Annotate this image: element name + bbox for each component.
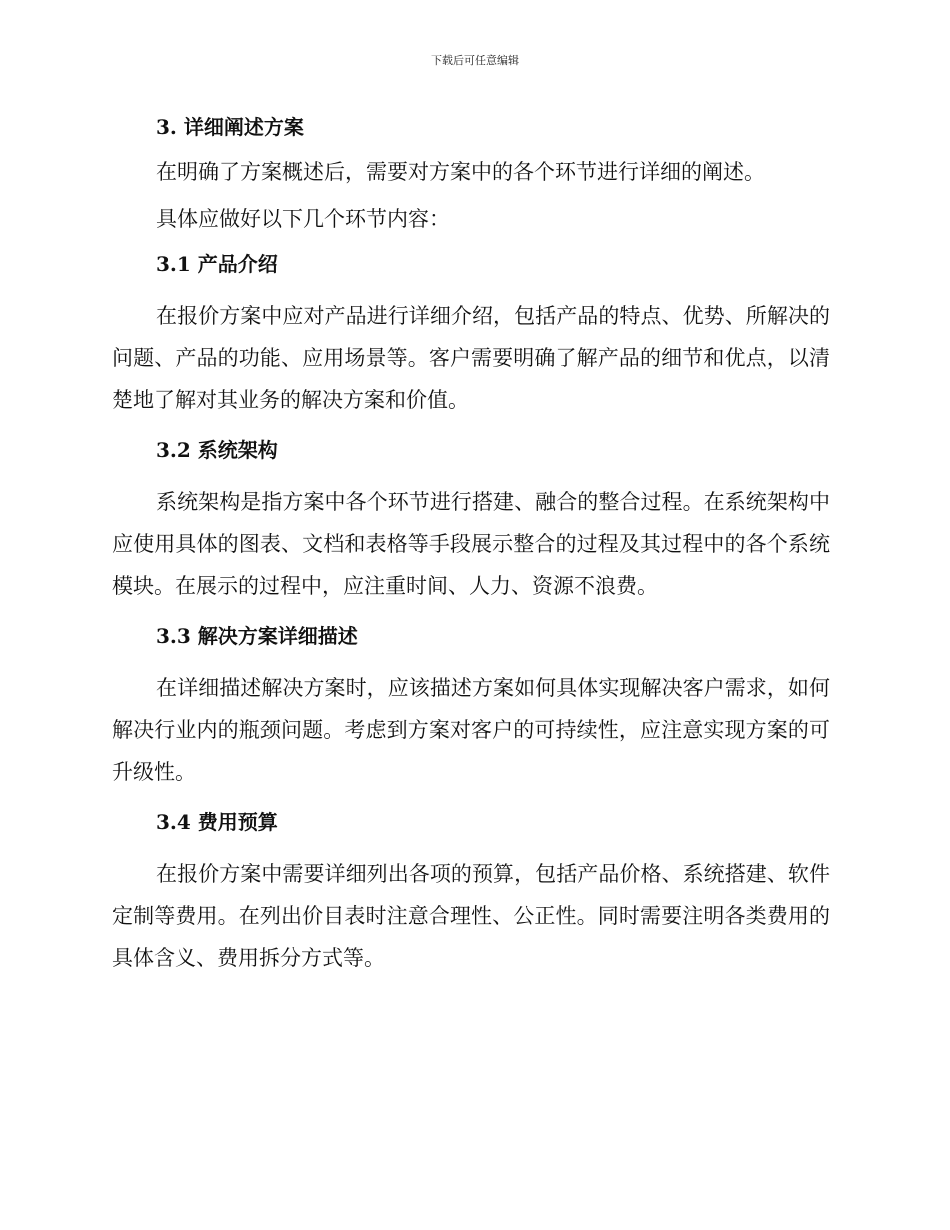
section-heading-3-2: 3.2 系统架构 [156,438,278,462]
page-header: 下载后可任意编辑 [431,54,519,67]
document-body [112,108,830,979]
section-heading-3-4: 3.4 费用预算 [156,810,278,834]
section-heading-3-3: 3.3 解决方案详细描述 [156,624,358,648]
section-3-paragraph-2: 具体应做好以下几个环节内容： [156,207,450,231]
section-heading-3: 3. 详细阐述方案 [156,115,304,139]
section-heading-3-1: 3.1 产品介绍 [156,252,278,276]
section-3-1-paragraph: 在报价方案中应对产品进行详细介绍，包括产品的特点、优势、所解决的问题、产品的功能、应用场景等。客户需要明确了解产品的细节和优点，以清楚地了解对其业务的解决方案和价值。 [112,304,830,412]
section-3-3-paragraph: 在详细描述解决方案时，应该描述方案如何具体实现解决客户需求，如何解决行业内的瓶颈问题。考虑到方案对客户的可持续性，应注意实现方案的可升级性。 [112,676,830,784]
section-3-4-paragraph: 在报价方案中需要详细列出各项的预算，包括产品价格、系统搭建、软件定制等费用。在列出价目表时注意合理性、公正性。同时需要注明各类费用的具体含义、费用拆分方式等。 [112,862,830,970]
section-3-2-paragraph: 系统架构是指方案中各个环节进行搭建、融合的整合过程。在系统架构中应使用具体的图表、文档和表格等手段展示整合的过程及其过程中的各个系统模块。在展示的过程中，应注重时间、人力、资源不浪费。 [112,490,830,598]
section-3-paragraph-1: 在明确了方案概述后，需要对方案中的各个环节进行详细的阐述。 [156,160,765,184]
